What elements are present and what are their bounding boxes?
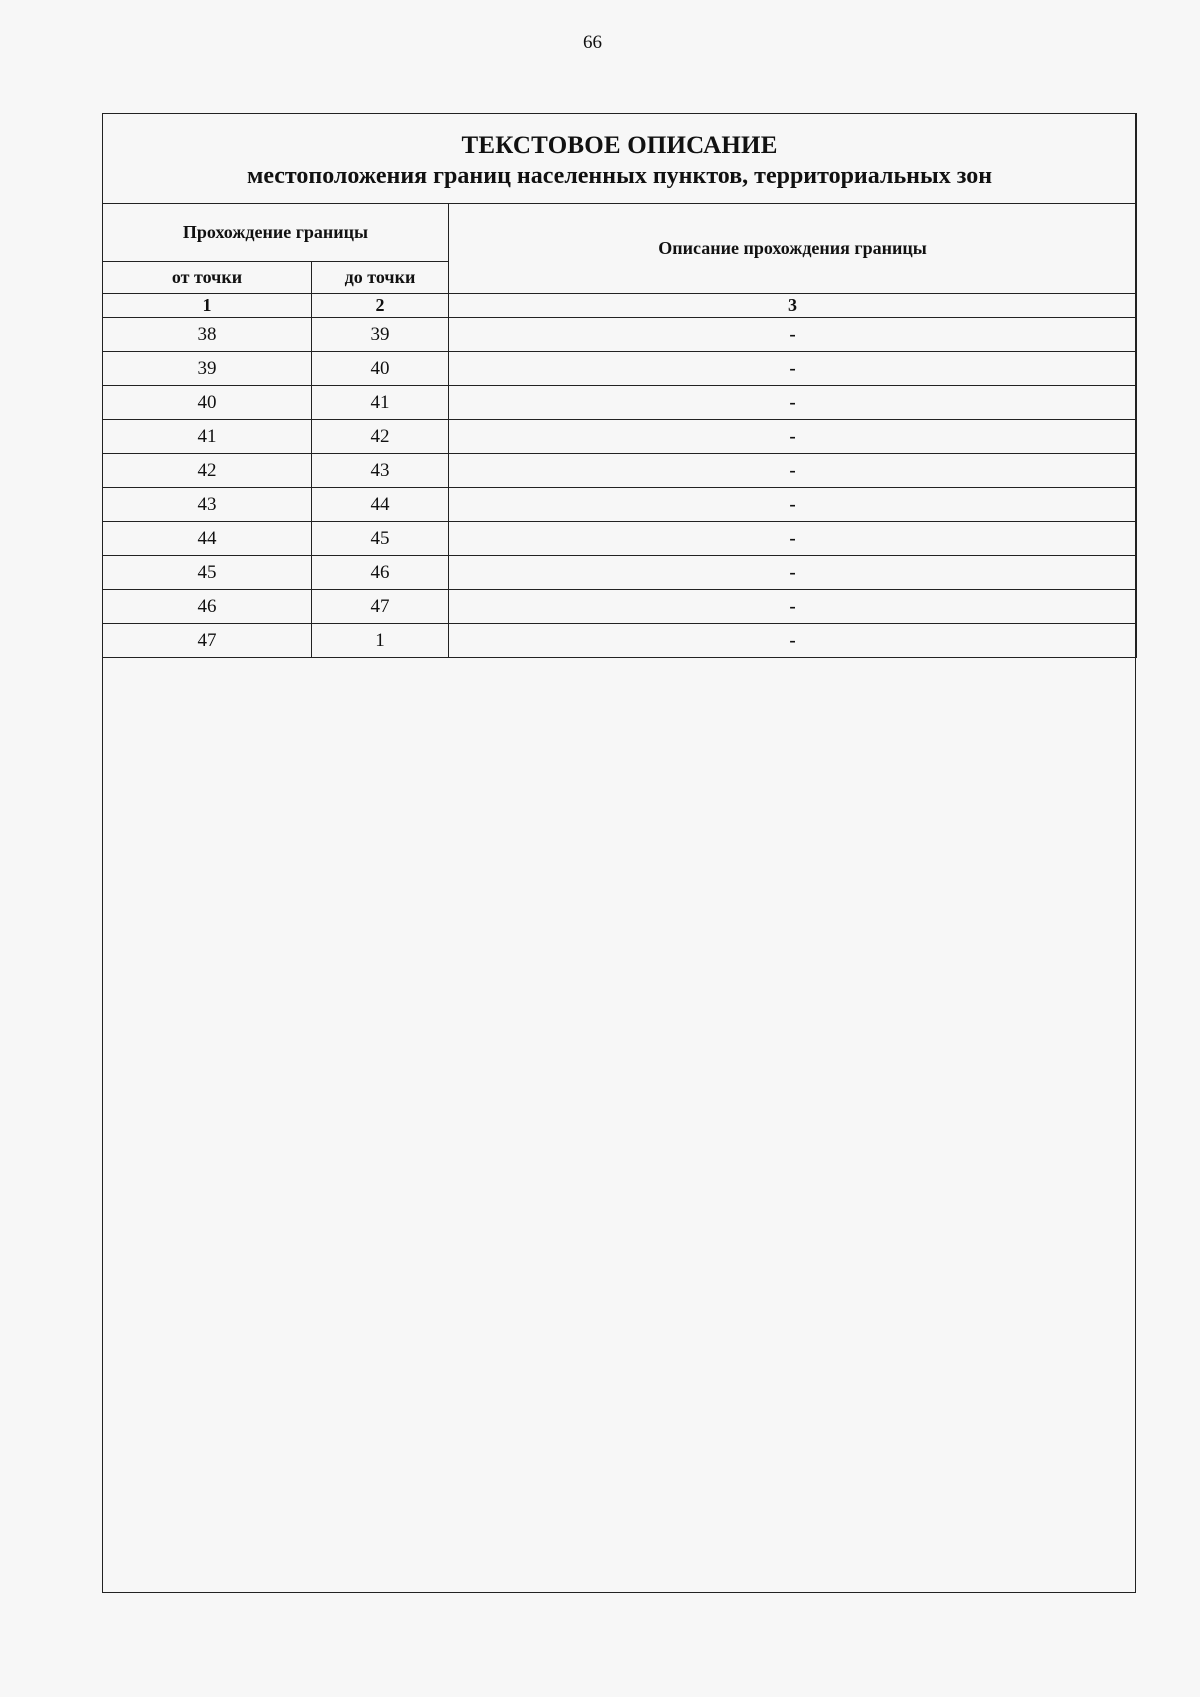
- cell-description: -: [449, 590, 1137, 624]
- cell-to-point: 47: [312, 590, 449, 624]
- cell-from-point: 38: [103, 318, 312, 352]
- column-number: 1: [103, 294, 312, 318]
- header-row: [103, 204, 1137, 262]
- table-row: [103, 352, 1137, 386]
- table-row: [103, 488, 1137, 522]
- boundary-description-table: [102, 113, 1137, 658]
- cell-to-point: 1: [312, 624, 449, 658]
- table-row: [103, 454, 1137, 488]
- title-main: ТЕКСТОВОЕ ОПИСАНИЕ: [461, 131, 778, 159]
- header-boundary-passage: Прохождение границы: [103, 204, 449, 262]
- cell-description: -: [449, 454, 1137, 488]
- cell-description: -: [449, 318, 1137, 352]
- cell-description: -: [449, 556, 1137, 590]
- table-row: [103, 386, 1137, 420]
- cell-description: -: [449, 386, 1137, 420]
- cell-description: -: [449, 352, 1137, 386]
- cell-to-point: 46: [312, 556, 449, 590]
- cell-to-point: 43: [312, 454, 449, 488]
- cell-description: -: [449, 420, 1137, 454]
- header-to-point: до точки: [312, 262, 449, 294]
- column-number: 2: [312, 294, 449, 318]
- cell-to-point: 40: [312, 352, 449, 386]
- cell-from-point: 40: [103, 386, 312, 420]
- column-number-row: [103, 294, 1137, 318]
- cell-to-point: 41: [312, 386, 449, 420]
- cell-from-point: 42: [103, 454, 312, 488]
- table-row: [103, 522, 1137, 556]
- page-number: 66: [583, 32, 602, 53]
- cell-description: -: [449, 522, 1137, 556]
- cell-from-point: 47: [103, 624, 312, 658]
- cell-from-point: 46: [103, 590, 312, 624]
- header-description: Описание прохождения границы: [449, 204, 1137, 294]
- title-row: [103, 114, 1137, 204]
- cell-to-point: 44: [312, 488, 449, 522]
- table-row: [103, 318, 1137, 352]
- cell-description: -: [449, 488, 1137, 522]
- cell-from-point: 45: [103, 556, 312, 590]
- table-row: [103, 420, 1137, 454]
- cell-from-point: 39: [103, 352, 312, 386]
- column-number: 3: [449, 294, 1137, 318]
- table-title: [103, 114, 1137, 204]
- cell-from-point: 41: [103, 420, 312, 454]
- cell-to-point: 42: [312, 420, 449, 454]
- table-row: [103, 624, 1137, 658]
- cell-description: -: [449, 624, 1137, 658]
- table-row: [103, 556, 1137, 590]
- cell-to-point: 39: [312, 318, 449, 352]
- cell-to-point: 45: [312, 522, 449, 556]
- header-from-point: от точки: [103, 262, 312, 294]
- cell-from-point: 44: [103, 522, 312, 556]
- cell-from-point: 43: [103, 488, 312, 522]
- table-row: [103, 590, 1137, 624]
- table-body: [103, 318, 1137, 658]
- title-subtitle: местоположения границ населенных пунктов, территориальных зон: [246, 163, 993, 190]
